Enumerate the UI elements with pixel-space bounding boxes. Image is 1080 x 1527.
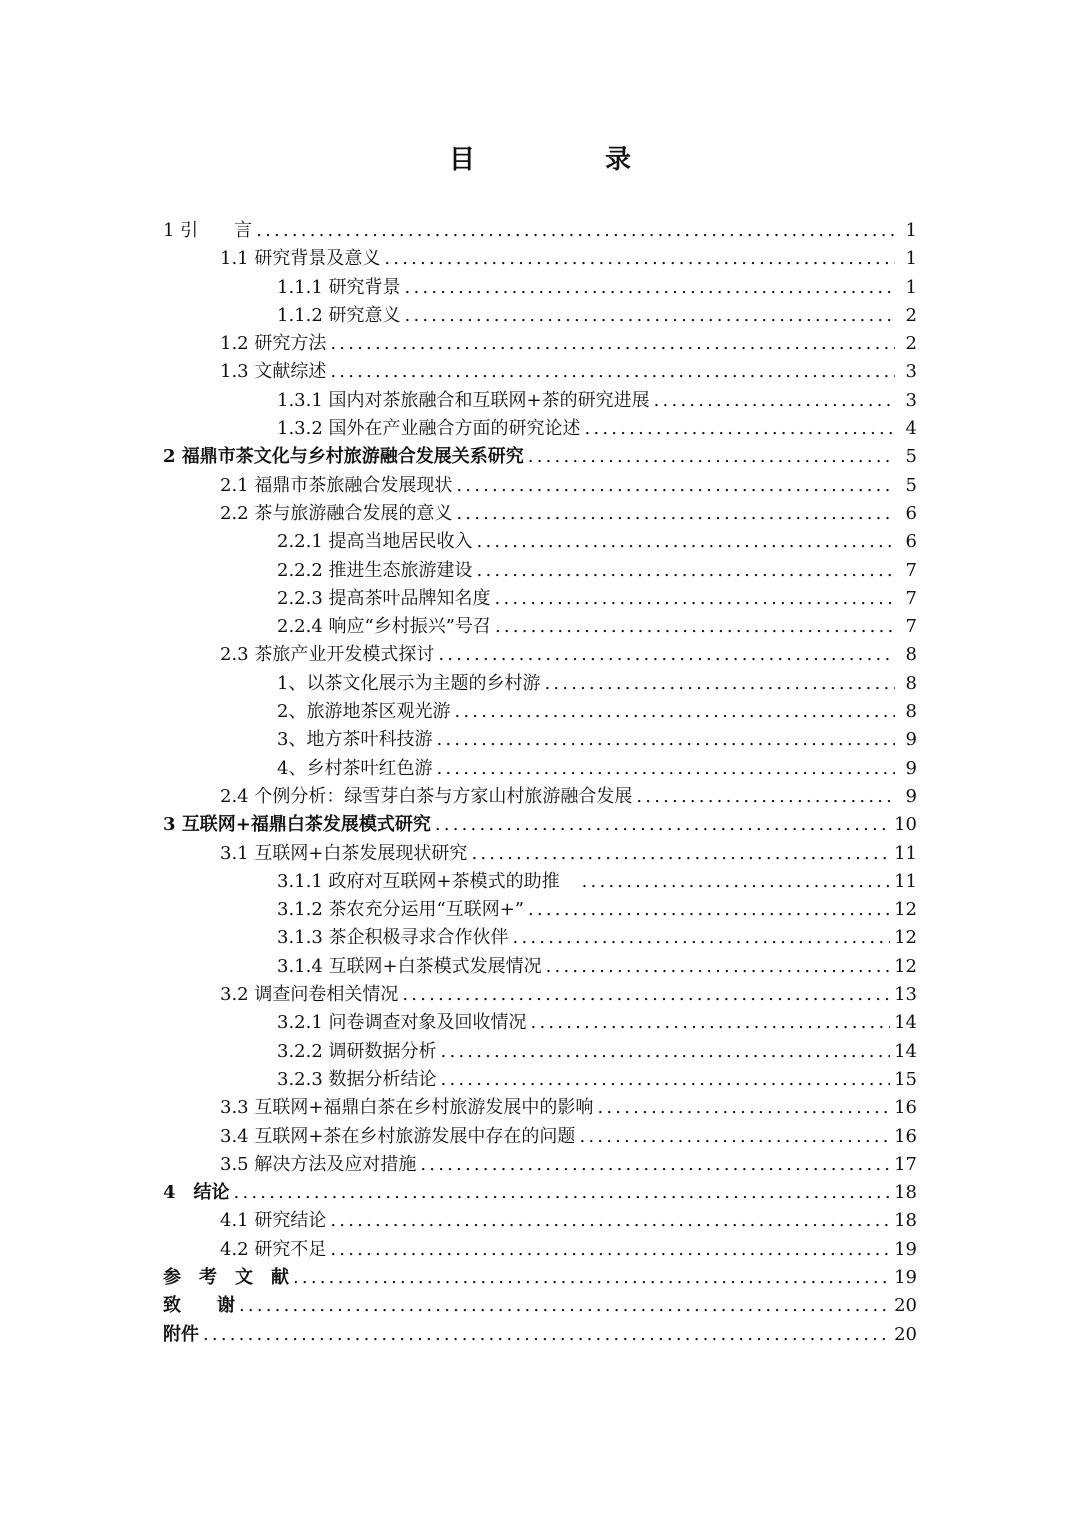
toc-entry[interactable]: [163, 1009, 917, 1037]
toc-entry-label: 3.3 互联网+福鼎白茶在乡村旅游发展中的影响: [220, 1094, 597, 1122]
dot-leader: [456, 472, 895, 500]
table-of-contents: [163, 217, 917, 1349]
toc-entry-label: 4.2 研究不足: [220, 1236, 330, 1264]
dot-leader: [420, 1151, 890, 1179]
dot-leader: [585, 415, 895, 443]
dot-leader: [495, 585, 895, 613]
dot-leader: [384, 245, 895, 273]
dot-leader: [454, 698, 895, 726]
toc-entry-label: 3.1.4 互联网+白茶模式发展情况: [277, 953, 546, 981]
toc-entry-label: 参 考 文 献: [163, 1264, 293, 1292]
toc-entry-page-number: 2: [895, 302, 917, 330]
toc-entry[interactable]: [163, 840, 917, 868]
dot-leader: [531, 1009, 891, 1037]
dot-leader: [582, 868, 890, 896]
dot-leader: [436, 726, 895, 754]
toc-entry-page-number: 1: [895, 245, 917, 273]
toc-entry-page-number: 9: [895, 783, 917, 811]
toc-entry-page-number: 14: [890, 1009, 917, 1037]
page-title: 目 录: [448, 145, 683, 175]
toc-entry-page-number: 2: [895, 330, 917, 358]
toc-entry[interactable]: [163, 1207, 917, 1235]
toc-entry[interactable]: [163, 896, 917, 924]
toc-entry[interactable]: [163, 443, 917, 471]
toc-entry-label: 3.1 互联网+白茶发展现状研究: [220, 840, 471, 868]
toc-entry[interactable]: [163, 1179, 917, 1207]
dot-leader: [477, 528, 895, 556]
toc-entry[interactable]: [163, 557, 917, 585]
toc-entry-page-number: 17: [890, 1151, 917, 1179]
dot-leader: [330, 1207, 890, 1235]
dot-leader: [546, 953, 890, 981]
toc-entry-label: 2.3 茶旅产业开发模式探讨: [220, 641, 438, 669]
toc-entry-page-number: 11: [890, 840, 917, 868]
toc-entry-label: 1.1.2 研究意义: [277, 302, 405, 330]
toc-entry-label: 3.2.1 问卷调查对象及回收情况: [277, 1009, 531, 1037]
toc-entry-label: 1.3.1 国内对茶旅融合和互联网+茶的研究进展: [277, 387, 654, 415]
toc-entry[interactable]: [163, 1123, 917, 1151]
dot-leader: [330, 330, 895, 358]
dot-leader: [441, 1038, 891, 1066]
toc-entry[interactable]: [163, 868, 917, 896]
toc-entry-page-number: 7: [895, 585, 917, 613]
dot-leader: [544, 670, 895, 698]
toc-entry-label: 3.1.1 政府对互联网+茶模式的助推: [277, 868, 582, 896]
toc-entry-page-number: 5: [895, 472, 917, 500]
toc-entry[interactable]: [163, 415, 917, 443]
toc-entry-page-number: 6: [895, 500, 917, 528]
toc-entry-label: 4.1 研究结论: [220, 1207, 330, 1235]
toc-entry[interactable]: [163, 1264, 917, 1292]
toc-entry-page-number: 19: [890, 1264, 917, 1292]
toc-entry-page-number: 20: [890, 1292, 917, 1320]
dot-leader: [438, 641, 895, 669]
toc-entry-label: 3 互联网+福鼎白茶发展模式研究: [163, 811, 435, 839]
dot-leader: [405, 302, 895, 330]
toc-entry-page-number: 13: [890, 981, 917, 1009]
toc-entry[interactable]: [163, 670, 917, 698]
toc-entry-label: 3.4 互联网+茶在乡村旅游发展中存在的问题: [220, 1123, 579, 1151]
toc-entry-page-number: 15: [890, 1066, 917, 1094]
toc-entry-page-number: 3: [895, 358, 917, 386]
toc-entry-label: 3.1.3 茶企积极寻求合作伙伴: [277, 924, 513, 952]
toc-entry-page-number: 12: [890, 896, 917, 924]
dot-leader: [234, 1179, 891, 1207]
toc-entry-label: 2.2.3 提高茶叶品牌知名度: [277, 585, 495, 613]
toc-entry-page-number: 6: [895, 528, 917, 556]
toc-entry[interactable]: [163, 387, 917, 415]
toc-entry[interactable]: [163, 698, 917, 726]
toc-entry-label: 3.2.2 调研数据分析: [277, 1038, 441, 1066]
toc-entry[interactable]: [163, 217, 917, 245]
toc-entry-page-number: 10: [890, 811, 917, 839]
toc-entry[interactable]: [163, 500, 917, 528]
toc-entry-page-number: 16: [890, 1094, 917, 1122]
toc-entry-label: 3.5 解决方法及应对措施: [220, 1151, 420, 1179]
toc-entry-label: 2.2.2 推进生态旅游建设: [277, 557, 477, 585]
toc-entry-label: 2 福鼎市茶文化与乡村旅游融合发展关系研究: [163, 443, 528, 471]
dot-leader: [239, 1292, 890, 1320]
dot-leader: [636, 783, 895, 811]
toc-entry-page-number: 1: [895, 217, 917, 245]
toc-entry[interactable]: [163, 641, 917, 669]
toc-entry-page-number: 14: [890, 1038, 917, 1066]
toc-entry[interactable]: [163, 358, 917, 386]
toc-entry-page-number: 8: [895, 641, 917, 669]
toc-entry-page-number: 4: [895, 415, 917, 443]
dot-leader: [528, 443, 895, 471]
toc-entry-page-number: 18: [890, 1179, 917, 1207]
dot-leader: [528, 896, 890, 924]
toc-entry-label: 1.2 研究方法: [220, 330, 330, 358]
dot-leader: [330, 1236, 890, 1264]
toc-entry-label: 2.4 个例分析：绿雪芽白茶与方家山村旅游融合发展: [220, 783, 636, 811]
dot-leader: [471, 840, 890, 868]
dot-leader: [203, 1321, 890, 1349]
toc-entry-page-number: 12: [890, 953, 917, 981]
toc-entry-label: 3、地方茶叶科技游: [277, 726, 436, 754]
dot-leader: [436, 755, 895, 783]
toc-entry[interactable]: [163, 1094, 917, 1122]
toc-entry-page-number: 19: [890, 1236, 917, 1264]
toc-entry-label: 1.1 研究背景及意义: [220, 245, 384, 273]
toc-entry-label: 1.3.2 国外在产业融合方面的研究论述: [277, 415, 585, 443]
toc-entry[interactable]: [163, 274, 917, 302]
dot-leader: [441, 1066, 891, 1094]
toc-entry[interactable]: [163, 330, 917, 358]
toc-entry-page-number: 9: [895, 726, 917, 754]
toc-entry[interactable]: [163, 953, 917, 981]
toc-entry-label: 1、以茶文化展示为主题的乡村游: [277, 670, 544, 698]
toc-entry-label: 3.2 调查问卷相关情况: [220, 981, 402, 1009]
toc-entry-label: 1 引 言: [163, 217, 256, 245]
toc-entry-label: 2.2.1 提高当地居民收入: [277, 528, 477, 556]
toc-entry[interactable]: [163, 1151, 917, 1179]
toc-entry-label: 2.1 福鼎市茶旅融合发展现状: [220, 472, 456, 500]
toc-entry-page-number: 20: [890, 1321, 917, 1349]
toc-entry[interactable]: [163, 924, 917, 952]
toc-entry[interactable]: [163, 811, 917, 839]
toc-entry-page-number: 16: [890, 1123, 917, 1151]
toc-entry[interactable]: [163, 981, 917, 1009]
dot-leader: [402, 981, 890, 1009]
toc-entry[interactable]: [163, 528, 917, 556]
toc-entry-label: 1.3 文献综述: [220, 358, 330, 386]
toc-entry[interactable]: [163, 1236, 917, 1264]
toc-entry-page-number: 8: [895, 698, 917, 726]
toc-entry[interactable]: [163, 1292, 917, 1320]
toc-entry-label: 4、乡村茶叶红色游: [277, 755, 436, 783]
toc-entry[interactable]: [163, 755, 917, 783]
toc-entry-label: 附件: [163, 1321, 203, 1349]
toc-entry[interactable]: [163, 1038, 917, 1066]
toc-entry-page-number: 3: [895, 387, 917, 415]
dot-leader: [495, 613, 895, 641]
dot-leader: [405, 274, 895, 302]
dot-leader: [513, 924, 891, 952]
toc-entry-page-number: 8: [895, 670, 917, 698]
dot-leader: [456, 500, 895, 528]
toc-entry[interactable]: [163, 613, 917, 641]
dot-leader: [256, 217, 895, 245]
toc-entry-page-number: 18: [890, 1207, 917, 1235]
dot-leader: [477, 557, 895, 585]
dot-leader: [579, 1123, 890, 1151]
toc-entry-label: 致 谢: [163, 1292, 239, 1320]
toc-entry-page-number: 5: [895, 443, 917, 471]
toc-entry-label: 4 结论: [163, 1179, 234, 1207]
dot-leader: [654, 387, 895, 415]
toc-entry-page-number: 11: [890, 868, 917, 896]
dot-leader: [435, 811, 890, 839]
toc-entry-page-number: 9: [895, 755, 917, 783]
toc-entry[interactable]: [163, 585, 917, 613]
toc-entry[interactable]: [163, 245, 917, 273]
toc-entry-label: 2、旅游地茶区观光游: [277, 698, 454, 726]
toc-entry-label: 3.1.2 茶农充分运用“互联网+”: [277, 896, 528, 924]
toc-entry[interactable]: [163, 783, 917, 811]
toc-entry-label: 1.1.1 研究背景: [277, 274, 405, 302]
toc-entry-page-number: 12: [890, 924, 917, 952]
toc-entry[interactable]: [163, 1321, 917, 1349]
toc-entry-label: 2.2.4 响应“乡村振兴”号召: [277, 613, 495, 641]
toc-entry-label: 2.2 茶与旅游融合发展的意义: [220, 500, 456, 528]
toc-entry-page-number: 7: [895, 557, 917, 585]
toc-entry[interactable]: [163, 302, 917, 330]
toc-entry-page-number: 7: [895, 613, 917, 641]
dot-leader: [597, 1094, 890, 1122]
dot-leader: [293, 1264, 890, 1292]
toc-entry-page-number: 1: [895, 274, 917, 302]
toc-entry[interactable]: [163, 472, 917, 500]
toc-entry-label: 3.2.3 数据分析结论: [277, 1066, 441, 1094]
dot-leader: [330, 358, 895, 386]
toc-entry[interactable]: [163, 1066, 917, 1094]
toc-entry[interactable]: [163, 726, 917, 754]
